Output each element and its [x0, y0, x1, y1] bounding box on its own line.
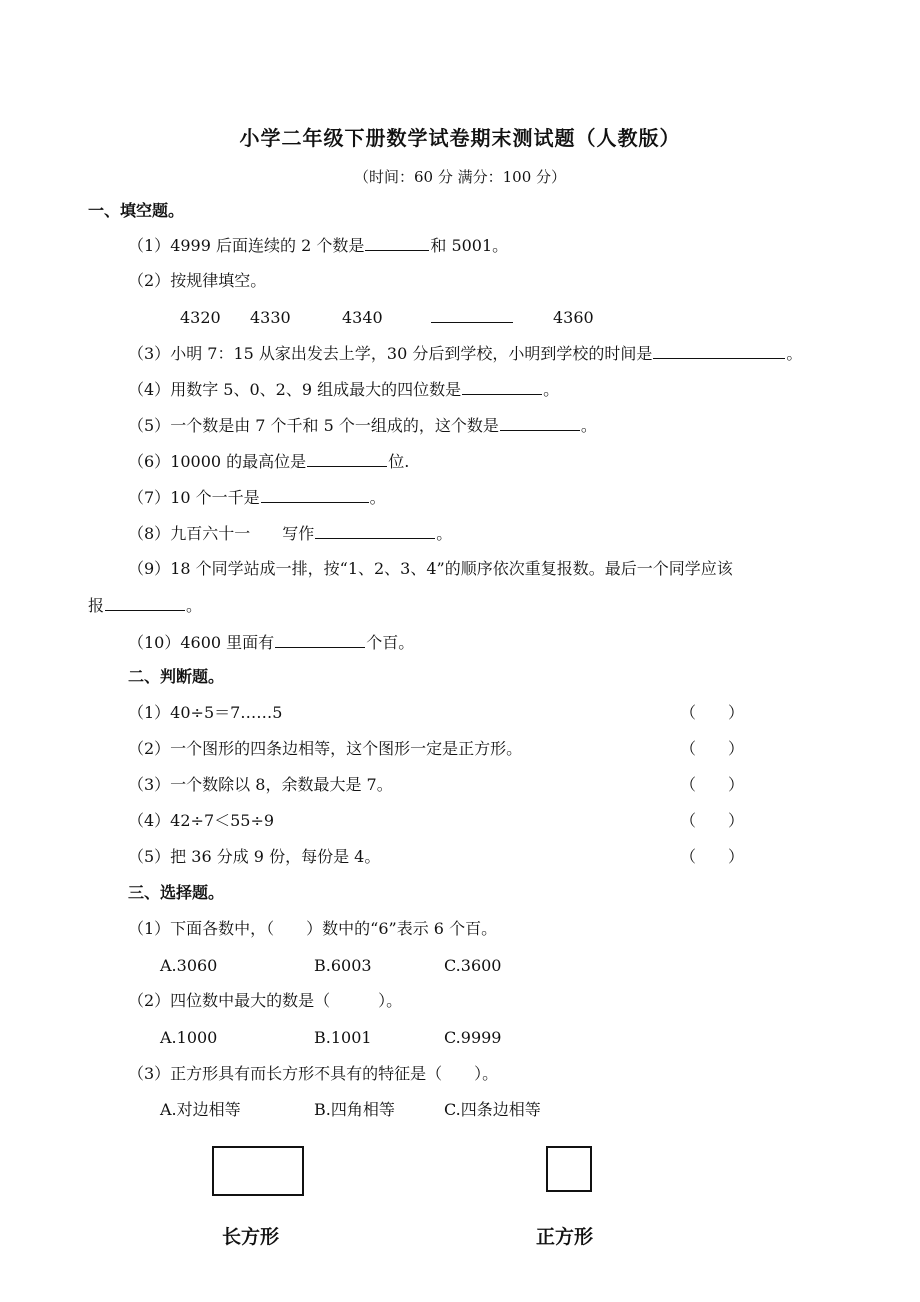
- option-a[interactable]: A.3060: [160, 956, 218, 975]
- answer-blank[interactable]: [365, 234, 429, 251]
- question-1-1: （1）4999 后面连续的 2 个数是 和 5001。: [128, 236, 509, 255]
- option-b[interactable]: B.1001: [314, 1028, 372, 1047]
- answer-blank[interactable]: [653, 342, 785, 359]
- section-heading-fill-in: 一、填空题。: [88, 201, 185, 220]
- question-1-8: （8）九百六十一 写作 。: [128, 524, 453, 543]
- answer-blank[interactable]: [307, 450, 387, 467]
- question-1-9-continued: 报 。: [88, 596, 203, 615]
- answer-blank[interactable]: [261, 486, 369, 503]
- question-1-10: （10）4600 里面有 个百。: [128, 633, 415, 652]
- question-1-4: （4）用数字 5、0、2、9 组成最大的四位数是 。: [128, 380, 560, 399]
- option-c[interactable]: C.四条边相等: [444, 1100, 541, 1119]
- option-c[interactable]: C.9999: [444, 1028, 502, 1047]
- judge-answer-box[interactable]: （ ）: [680, 775, 745, 794]
- option-b[interactable]: B.6003: [314, 956, 372, 975]
- exam-info: （时间：60 分 满分：100 分）: [353, 168, 567, 186]
- judge-answer-box[interactable]: （ ）: [680, 811, 745, 830]
- question-1-6: （6）10000 的最高位是 位.: [128, 452, 410, 471]
- choice-question-3: （3）正方形具有而长方形不具有的特征是（ ）。: [128, 1064, 499, 1083]
- square-figure: [546, 1146, 592, 1192]
- judge-item-4: （4）42÷7＜55÷9: [128, 811, 275, 830]
- question-1-5: （5）一个数是由 7 个千和 5 个一组成的，这个数是 。: [128, 416, 597, 435]
- judge-answer-box[interactable]: （ ）: [680, 739, 745, 758]
- judge-answer-box[interactable]: （ ）: [680, 703, 745, 722]
- choice-question-1: （1）下面各数中，（ ）数中的“6”表示 6 个百。: [128, 919, 498, 938]
- judge-item-1: （1）40÷5＝7……5: [128, 703, 283, 722]
- choice-options-3: [160, 1099, 541, 1121]
- answer-blank[interactable]: [105, 594, 185, 611]
- judge-item-3: （3）一个数除以 8，余数最大是 7。: [128, 775, 393, 794]
- judge-item-5: （5）把 36 分成 9 份，每份是 4。: [128, 847, 381, 866]
- answer-blank[interactable]: [500, 414, 580, 431]
- answer-blank[interactable]: [431, 306, 513, 323]
- question-1-3: （3）小明 7：15 从家出发去上学，30 分后到学校，小明到学校的时间是 。: [128, 344, 803, 363]
- answer-blank[interactable]: [462, 378, 542, 395]
- section-heading-true-false: 二、判断题。: [128, 667, 225, 686]
- judge-answer-box[interactable]: （ ）: [680, 847, 745, 866]
- option-a[interactable]: A.对边相等: [160, 1100, 241, 1119]
- page-title: 小学二年级下册数学试卷期末测试题（人教版）: [239, 126, 681, 150]
- number-sequence: 4320 4330 4340 4360: [180, 308, 594, 327]
- option-b[interactable]: B.四角相等: [314, 1100, 395, 1119]
- answer-blank[interactable]: [275, 631, 365, 648]
- choice-question-2: （2）四位数中最大的数是（ ）。: [128, 991, 403, 1010]
- rectangle-label: 长方形: [222, 1226, 280, 1248]
- section-heading-multiple-choice: 三、选择题。: [128, 883, 225, 902]
- square-label: 正方形: [536, 1226, 594, 1248]
- question-1-9: （9）18 个同学站成一排，按“1、2、3、4”的顺序依次重复报数。最后一个同学应该: [128, 559, 733, 578]
- rectangle-figure: [212, 1146, 304, 1196]
- choice-options-2: [160, 1027, 501, 1049]
- option-a[interactable]: A.1000: [160, 1028, 218, 1047]
- option-c[interactable]: C.3600: [444, 956, 502, 975]
- judge-item-2: （2）一个图形的四条边相等，这个图形一定是正方形。: [128, 739, 523, 758]
- answer-blank[interactable]: [315, 522, 435, 539]
- question-1-2: （2）按规律填空。: [128, 271, 267, 290]
- choice-options-1: [160, 955, 501, 977]
- question-1-7: （7）10 个一千是 。: [128, 488, 386, 507]
